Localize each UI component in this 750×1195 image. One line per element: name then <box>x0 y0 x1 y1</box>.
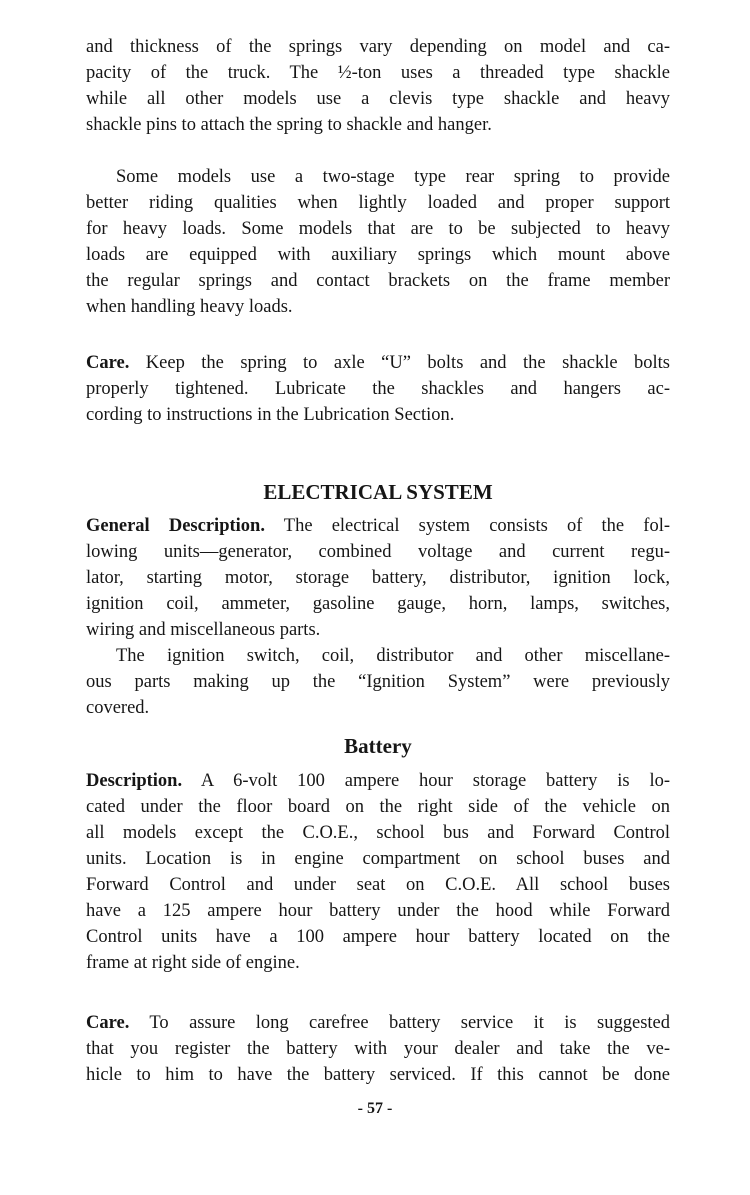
line-text: units. Location is in engine compartment on school buses and <box>86 849 670 869</box>
paragraph-lead: Care. <box>86 353 130 373</box>
text-line <box>86 643 670 669</box>
text-line <box>86 34 670 60</box>
text-line <box>86 350 670 376</box>
text-line <box>86 1036 670 1062</box>
line-text: Some models use a two-stage type rear spring to provide <box>116 167 670 187</box>
paragraph-lead: General Description. <box>86 516 265 536</box>
line-text: A 6-volt 100 ampere hour storage battery is lo- <box>182 771 670 791</box>
line-text: pacity of the truck. The ½-ton uses a threaded type shackle <box>86 63 670 83</box>
text-line <box>86 86 670 112</box>
text-line <box>86 794 670 820</box>
line-text: Forward Control and under seat on C.O.E. All school buses <box>86 875 670 895</box>
text-line <box>86 898 670 924</box>
section-heading-electrical: ELECTRICAL SYSTEM <box>263 480 493 504</box>
text-line <box>86 513 670 539</box>
text-line <box>86 190 670 216</box>
line-text: the regular springs and contact brackets on the frame member <box>86 271 670 291</box>
text-line <box>86 872 670 898</box>
line-text: The electrical system consists of the fol- <box>264 516 670 536</box>
line-text: To assure long carefree battery service it is suggested <box>129 1013 670 1033</box>
text-line <box>86 591 670 617</box>
line-text: lowing units—generator, combined voltage and current regu- <box>86 542 670 562</box>
text-line <box>86 1062 670 1088</box>
text-line <box>86 924 670 950</box>
text-line <box>86 402 670 428</box>
line-text: for heavy loads. Some models that are to be subjected to heavy <box>86 219 670 239</box>
text-line <box>86 669 670 695</box>
line-text: Keep the spring to axle “U” bolts and the shackle bolts <box>129 353 670 373</box>
line-text: hicle to him to have the battery serviced. If this cannot be done <box>86 1065 670 1085</box>
line-text: frame at right side of engine. <box>86 953 300 973</box>
paragraph-springs <box>86 34 670 138</box>
text-line <box>86 950 670 976</box>
line-text: shackle pins to attach the spring to shackle and hanger. <box>86 115 492 135</box>
paragraph-battery-description <box>86 768 670 976</box>
text-line <box>86 565 670 591</box>
page-number: - 57 - <box>357 1100 393 1117</box>
text-line <box>86 60 670 86</box>
line-text: ous parts making up the “Ignition System” were previously <box>86 672 670 692</box>
line-text: cording to instructions in the Lubrication Section. <box>86 405 455 425</box>
text-line <box>86 376 670 402</box>
line-text: covered. <box>86 698 150 718</box>
text-line <box>86 617 670 643</box>
text-line <box>86 1010 670 1036</box>
paragraph-spring-care <box>86 350 670 428</box>
line-text: while all other models use a clevis type shackle and heavy <box>86 89 670 109</box>
line-text: Control units have a 100 ampere hour battery located on the <box>86 927 670 947</box>
line-text: all models except the C.O.E., school bus and Forward Control <box>86 823 670 843</box>
text-line <box>86 695 670 721</box>
text-line <box>86 539 670 565</box>
line-text: ignition coil, ammeter, gasoline gauge, horn, lamps, switches, <box>86 594 670 614</box>
text-line <box>86 112 670 138</box>
section-heading-battery: Battery <box>344 734 412 758</box>
text-line <box>86 216 670 242</box>
line-text: better riding qualities when lightly loaded and proper support <box>86 193 670 213</box>
paragraph-ignition <box>86 643 670 721</box>
text-line <box>86 294 670 320</box>
paragraph-two-stage <box>86 164 670 320</box>
line-text: wiring and miscellaneous parts. <box>86 620 321 640</box>
text-line <box>86 768 670 794</box>
text-line <box>86 820 670 846</box>
text-line <box>86 846 670 872</box>
paragraph-battery-care <box>86 1010 670 1088</box>
paragraph-general-description <box>86 513 670 643</box>
line-text: and thickness of the springs vary depending on model and ca- <box>86 37 670 57</box>
text-line <box>86 242 670 268</box>
line-text: when handling heavy loads. <box>86 297 293 317</box>
line-text: The ignition switch, coil, distributor and other miscellane- <box>116 646 670 666</box>
paragraph-lead: Care. <box>86 1013 130 1033</box>
line-text: properly tightened. Lubricate the shackles and hangers ac- <box>86 379 670 399</box>
line-text: have a 125 ampere hour battery under the hood while Forward <box>86 901 670 921</box>
line-text: loads are equipped with auxiliary springs which mount above <box>86 245 670 265</box>
text-line <box>86 164 670 190</box>
line-text: that you register the battery with your dealer and take the ve- <box>86 1039 670 1059</box>
line-text: cated under the floor board on the right side of the vehicle on <box>86 797 670 817</box>
paragraph-lead: Description. <box>86 771 183 791</box>
text-line <box>86 268 670 294</box>
line-text: lator, starting motor, storage battery, distributor, ignition lock, <box>86 568 670 588</box>
